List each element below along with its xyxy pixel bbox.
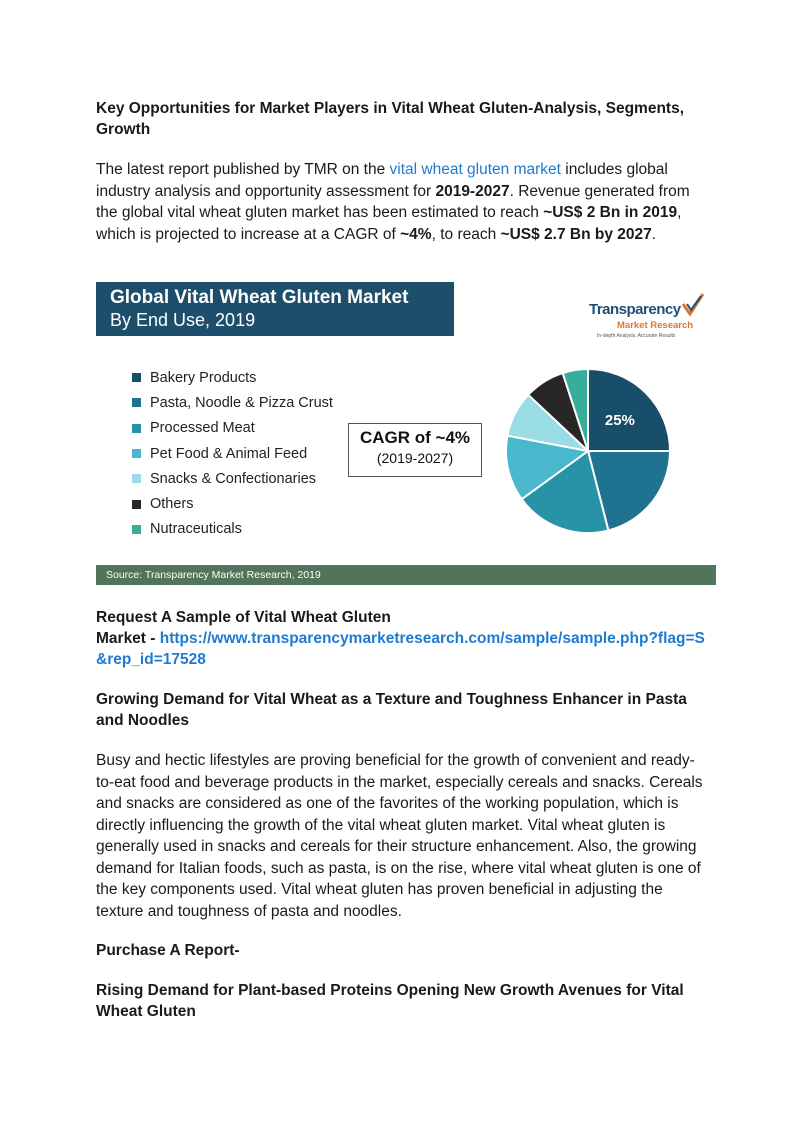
legend-label: Processed Meat: [150, 420, 255, 437]
logo-tagline: In-depth Analysis. Accurate Results: [597, 333, 676, 339]
pie-chart: [504, 367, 672, 535]
legend-item: [132, 441, 333, 466]
pie-slice: [588, 369, 670, 451]
legend-label: Pasta, Noodle & Pizza Crust: [150, 394, 333, 411]
chart-legend: [132, 365, 333, 542]
legend-label: Bakery Products: [150, 369, 257, 386]
intro-text-5: , to reach: [431, 225, 501, 243]
legend-label: Pet Food & Animal Feed: [150, 445, 308, 462]
purchase-report-heading[interactable]: Purchase A Report-: [96, 942, 240, 959]
intro-revenue-2019: ~US$ 2 Bn in 2019: [543, 204, 678, 221]
checkmark-logo-icon: [681, 292, 705, 318]
legend-item: [132, 416, 333, 441]
growing-demand-paragraph: Busy and hectic lifestyles are proving beneficial for the growth of convenient and ready-to-eat food and beverage products in the market, especially cereals and snacks. Cereals and snacks are considered as one of the favorites of the working population, which is directly influencing the growth of the vital wheat gluten market. Vital wheat gluten is generally used in snacks and cereals for their structure enhancement. Also, the growing demand for Italian foods, such as pasta, is on the rise, where vital wheat gluten is one of the key components used. Vital wheat gluten has proven beneficial in adjusting the texture and toughness of pasta and noodles.: [96, 752, 703, 920]
logo-sub: Market Research: [617, 320, 694, 331]
intro-text-1: The latest report published by TMR on the: [96, 161, 390, 178]
intro-text-6: .: [651, 225, 657, 243]
legend-item: [132, 517, 333, 542]
source-bar: [96, 565, 716, 585]
request-line1: Request A Sample of Vital Wheat Gluten: [96, 609, 391, 626]
legend-swatch: [132, 474, 141, 483]
legend-item: [132, 491, 333, 516]
logo-name: Transparency: [589, 301, 681, 318]
legend-swatch: [132, 525, 141, 534]
legend-item: [132, 466, 333, 491]
intro-period: 2019-2027: [435, 182, 510, 200]
legend-label: Others: [150, 496, 194, 513]
intro-text-2: includes global industry analysis and opportunity assessment for: [96, 161, 668, 200]
legend-label: Snacks & Confectionaries: [150, 470, 317, 487]
vital-wheat-gluten-market-link[interactable]: vital wheat gluten market: [389, 161, 561, 178]
pie-data-label: 25%: [604, 412, 635, 430]
request-sample-heading: [96, 607, 716, 670]
legend-item: [132, 365, 333, 390]
intro-paragraph: [96, 159, 706, 245]
intro-revenue-2027: ~US$ 2.7 Bn by 2027: [500, 225, 652, 243]
heading-growing-demand: Growing Demand for Vital Wheat as a Texture and Toughness Enhancer in Pasta and Noodles: [96, 691, 687, 729]
market-infographic: [96, 282, 716, 585]
cagr-label: CAGR of ~4%: [359, 428, 471, 447]
infographic-subtitle: By End Use, 2019: [110, 310, 256, 330]
cagr-period: (2019-2027): [376, 450, 454, 466]
intro-text-3: . Revenue generated from the global vital wheat gluten market has been estimated to reach: [96, 182, 690, 221]
heading-key-opportunities: Key Opportunities for Market Players in Vital Wheat Gluten-Analysis, Segments, Growth: [96, 100, 685, 138]
sample-request-link[interactable]: https://www.transparencymarketresearch.com/sample/sample.php?flag=S&rep_id=17528: [96, 630, 705, 668]
legend-swatch: [132, 373, 141, 382]
request-label: Market -: [96, 630, 160, 647]
intro-cagr: ~4%: [400, 225, 432, 243]
legend-swatch: [132, 424, 141, 433]
infographic-title-banner: [96, 282, 454, 336]
infographic-title: Global Vital Wheat Gluten Market: [110, 287, 409, 308]
intro-text-4: , which is projected to increase at a CAGR of: [96, 204, 682, 243]
heading-rising-demand: Rising Demand for Plant-based Proteins Opening New Growth Avenues for Vital Wheat Gluten: [96, 982, 684, 1020]
cagr-box: [348, 423, 482, 477]
legend-swatch: [132, 398, 141, 407]
legend-item: [132, 390, 333, 415]
tmr-logo: [589, 292, 709, 342]
legend-swatch: [132, 449, 141, 458]
legend-swatch: [132, 500, 141, 509]
legend-label: Nutraceuticals: [150, 521, 242, 538]
source-text: Source: Transparency Market Research, 2019: [106, 569, 321, 581]
